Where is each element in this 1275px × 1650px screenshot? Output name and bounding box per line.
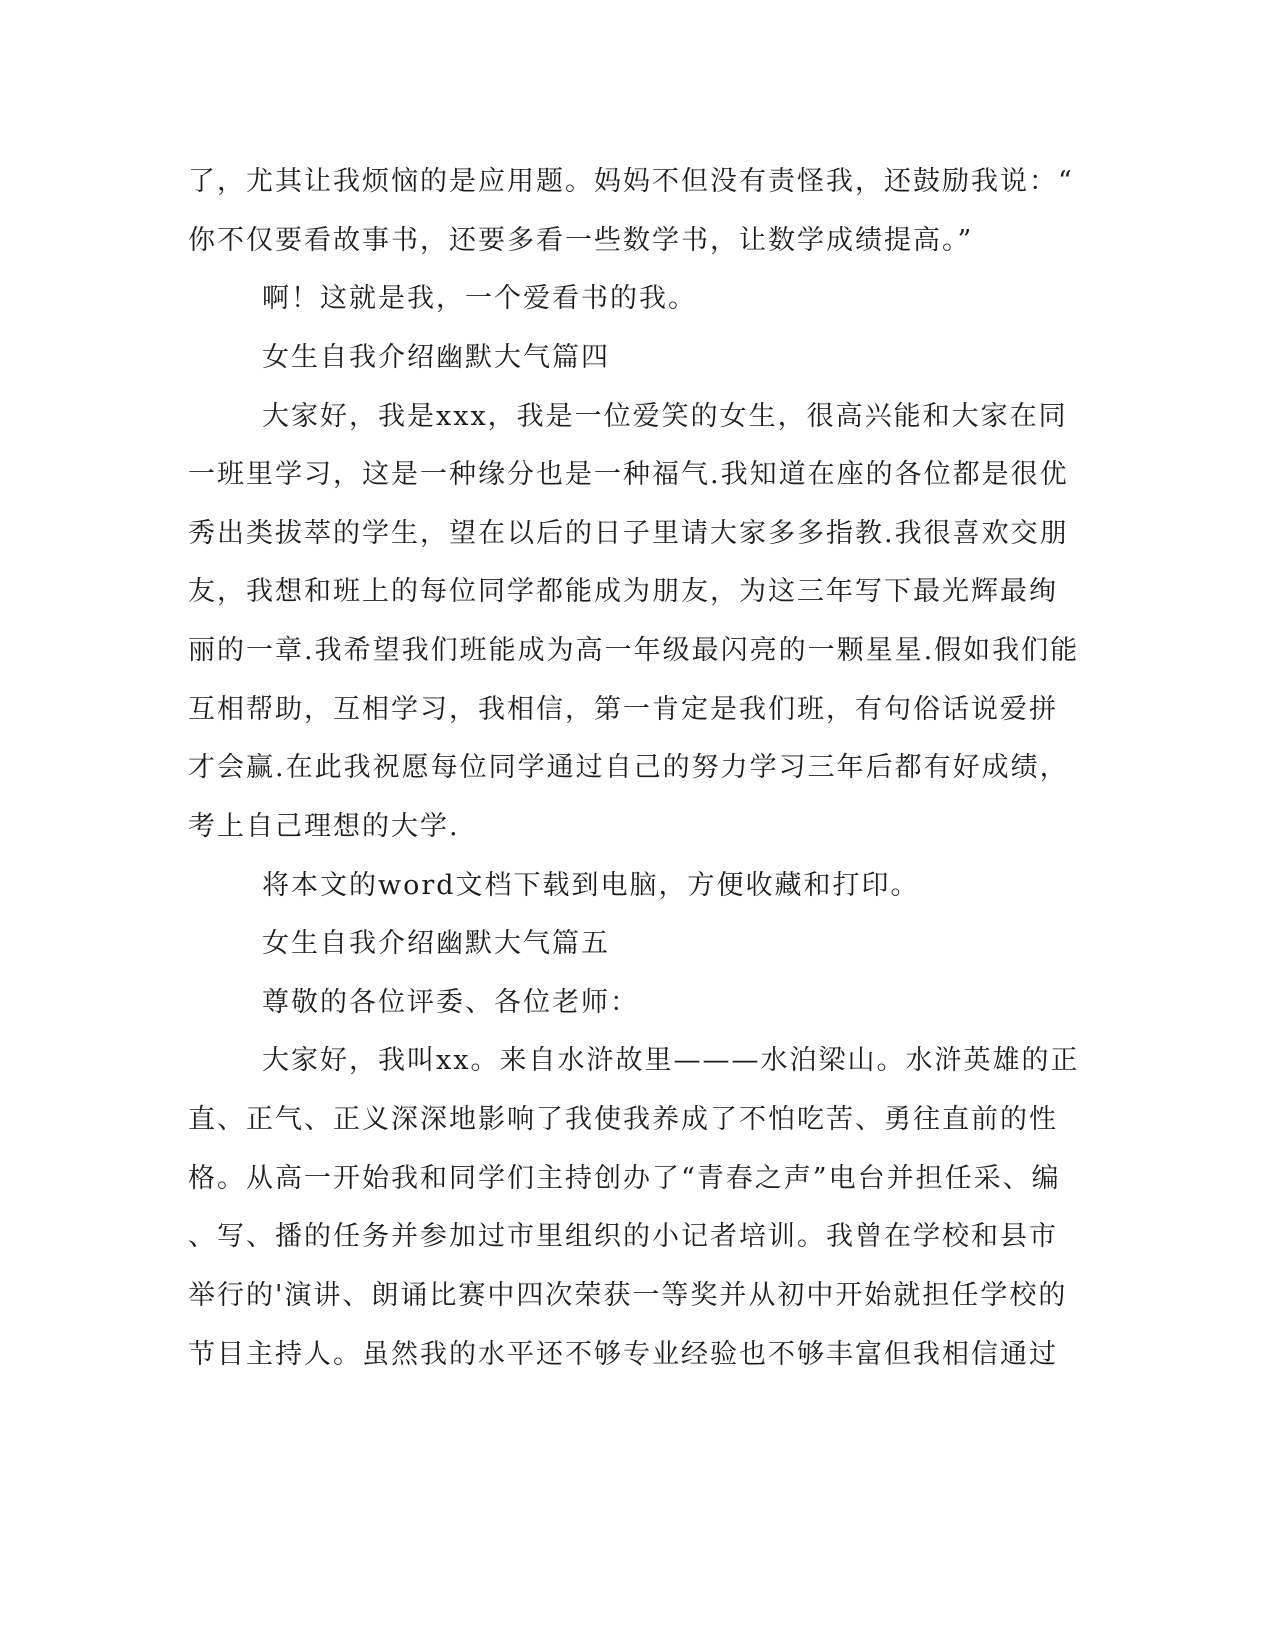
text-line: 大家好，我是xxx，我是一位爱笑的女生，很高兴能和大家在同	[262, 401, 1068, 432]
text-line: 大家好，我叫xx。来自水浒故里———水泊梁山。水浒英雄的正	[262, 1045, 1080, 1076]
text-line: 一班里学习，这是一种缘分也是一种福气.我知道在座的各位都是很优	[188, 459, 1069, 490]
text-line: 秀出类拔萃的学生，望在以后的日子里请大家多多指教.我很喜欢交朋	[188, 518, 1069, 549]
text-line: 才会赢.在此我祝愿每位同学通过自己的努力学习三年后都有好成绩，	[188, 752, 1069, 783]
text-line: 考上自己理想的大学.	[188, 811, 460, 842]
text-line: 节目主持人。虽然我的水平还不够专业经验也不够丰富但我相信通过	[188, 1339, 1058, 1370]
text-line: 你不仅要看故事书，还要多看一些数学书，让数学成绩提高。”	[188, 225, 974, 256]
text-line: 举行的'演讲、朗诵比赛中四次荣获一等奖并从初中开始就担任学校的	[188, 1280, 1068, 1311]
salutation: 尊敬的各位评委、各位老师：	[262, 987, 639, 1018]
text-line: 互相帮助，互相学习，我相信，第一肯定是我们班，有句俗话说爱拼	[188, 694, 1058, 725]
download-note: 将本文的word文档下载到电脑，方便收藏和打印。	[262, 870, 920, 901]
section-heading: 女生自我介绍幽默大气篇四	[262, 342, 610, 373]
text-line: 格。从高一开始我和同学们主持创办了“青春之声”电台并担任采、编	[188, 1163, 1061, 1194]
text-line: 丽的一章.我希望我们班能成为高一年级最闪亮的一颗星星.假如我们能	[188, 635, 1080, 666]
section-heading: 女生自我介绍幽默大气篇五	[262, 928, 610, 959]
text-line: 友，我想和班上的每位同学都能成为朋友，为这三年写下最光辉最绚	[188, 576, 1058, 607]
text-line: 了，尤其让我烦恼的是应用题。妈妈不但没有责怪我，还鼓励我说：“	[188, 166, 1074, 197]
text-line: 、写、播的任务并参加过市里组织的小记者培训。我曾在学校和县市	[188, 1221, 1058, 1252]
text-line: 直、正气、正义深深地影响了我使我养成了不怕吃苦、勇往直前的性	[188, 1104, 1058, 1135]
text-line: 啊！这就是我，一个爱看书的我。	[262, 283, 697, 314]
